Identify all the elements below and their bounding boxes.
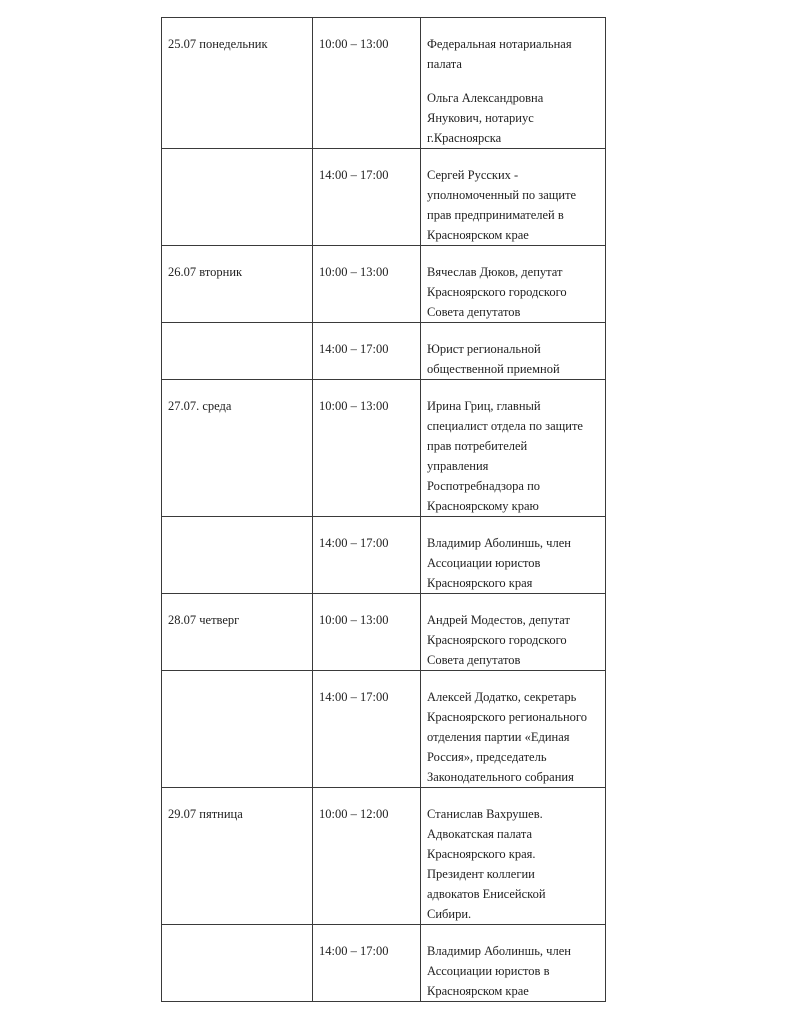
participant-line: Адвокатская палата (427, 827, 533, 841)
participant-line: Ассоциации юристов (427, 556, 541, 570)
time-cell (313, 517, 421, 594)
time-cell (313, 18, 421, 149)
time-text: 14:00 – 17:00 (319, 168, 389, 182)
participant-line: Юрист региональной (427, 342, 541, 356)
time-cell (313, 149, 421, 246)
participant-line: прав предпринимателей в (427, 208, 564, 222)
participant-line: Владимир Аболиншь, член (427, 536, 571, 550)
participant-line: Красноярского края (427, 576, 533, 590)
date-text: 28.07 четверг (168, 613, 240, 627)
participant-line: Красноярскому краю (427, 499, 539, 513)
participant-cell (421, 594, 606, 671)
participant-line: Красноярском крае (427, 228, 529, 242)
date-cell (162, 323, 313, 380)
table-row (162, 380, 606, 517)
participant-line: Владимир Аболиншь, член (427, 944, 571, 958)
participant-cell (421, 323, 606, 380)
date-cell (162, 594, 313, 671)
date-cell (162, 18, 313, 149)
participant-line: Алексей Додатко, секретарь (427, 690, 577, 704)
participant-line: Роспотребнадзора по (427, 479, 541, 493)
participant-line: Янукович, нотариус (427, 111, 534, 125)
date-cell (162, 788, 313, 925)
participant-line: Красноярского края. (427, 847, 536, 861)
participant-line: специалист отдела по защите (427, 419, 583, 433)
table-row (162, 246, 606, 323)
table-row (162, 149, 606, 246)
table-row (162, 594, 606, 671)
time-cell (313, 380, 421, 517)
participant-line: Ассоциации юристов в (427, 964, 550, 978)
schedule-table (161, 17, 606, 1002)
participant-line: отделения партии «Единая (427, 730, 570, 744)
date-cell (162, 517, 313, 594)
schedule-body (162, 18, 606, 1002)
table-row (162, 18, 606, 149)
date-cell (162, 925, 313, 1002)
participant-line: Федеральная нотариальная (427, 37, 572, 51)
participant-line: Совета депутатов (427, 305, 521, 319)
table-row (162, 323, 606, 380)
participant-line: Ирина Гриц, главный (427, 399, 541, 413)
time-cell (313, 925, 421, 1002)
participant-cell (421, 18, 606, 149)
time-text: 10:00 – 13:00 (319, 613, 389, 627)
date-cell (162, 149, 313, 246)
date-text: 29.07 пятница (168, 807, 243, 821)
date-cell (162, 246, 313, 323)
time-text: 14:00 – 17:00 (319, 536, 389, 550)
date-text: 26.07 вторник (168, 265, 243, 279)
participant-line: уполномоченный по защите (427, 188, 577, 202)
participant-line: Президент коллегии (427, 867, 535, 881)
participant-line: Красноярском крае (427, 984, 529, 998)
participant-line: Красноярского городского (427, 285, 567, 299)
table-row (162, 925, 606, 1002)
participant-line: Андрей Модестов, депутат (427, 613, 570, 627)
participant-cell (421, 517, 606, 594)
time-text: 14:00 – 17:00 (319, 944, 389, 958)
participant-cell (421, 671, 606, 788)
time-text: 10:00 – 12:00 (319, 807, 389, 821)
participant-line: Красноярского городского (427, 633, 567, 647)
time-text: 10:00 – 13:00 (319, 37, 389, 51)
participant-line: общественной приемной (427, 362, 560, 376)
participant-cell (421, 925, 606, 1002)
participant-line: Сергей Русских - (427, 168, 519, 182)
participant-cell (421, 149, 606, 246)
participant-line: Законодательного собрания (427, 770, 574, 784)
participant-line: управления (427, 459, 489, 473)
time-text: 14:00 – 17:00 (319, 342, 389, 356)
participant-line: Вячеслав Дюков, депутат (427, 265, 563, 279)
time-cell (313, 594, 421, 671)
table-row (162, 788, 606, 925)
participant-line: Красноярского регионального (427, 710, 587, 724)
time-text: 14:00 – 17:00 (319, 690, 389, 704)
participant-line: г.Красноярска (427, 131, 502, 145)
participant-line: Станислав Вахрушев. (427, 807, 543, 821)
time-cell (313, 671, 421, 788)
participant-line: Совета депутатов (427, 653, 521, 667)
time-cell (313, 246, 421, 323)
date-cell (162, 380, 313, 517)
date-text: 27.07. среда (168, 399, 232, 413)
table-row (162, 671, 606, 788)
participant-cell (421, 788, 606, 925)
date-text: 25.07 понедельник (168, 37, 268, 51)
participant-line: прав потребителей (427, 439, 528, 453)
participant-line: Россия», председатель (427, 750, 547, 764)
participant-line: палата (427, 57, 462, 71)
participant-line: Ольга Александровна (427, 91, 544, 105)
participant-line: Сибири. (427, 907, 472, 921)
time-text: 10:00 – 13:00 (319, 265, 389, 279)
time-cell (313, 323, 421, 380)
participant-cell (421, 380, 606, 517)
time-text: 10:00 – 13:00 (319, 399, 389, 413)
time-cell (313, 788, 421, 925)
paragraph-gap (427, 74, 599, 88)
date-cell (162, 671, 313, 788)
table-row (162, 517, 606, 594)
participant-cell (421, 246, 606, 323)
participant-line: адвокатов Енисейской (427, 887, 546, 901)
